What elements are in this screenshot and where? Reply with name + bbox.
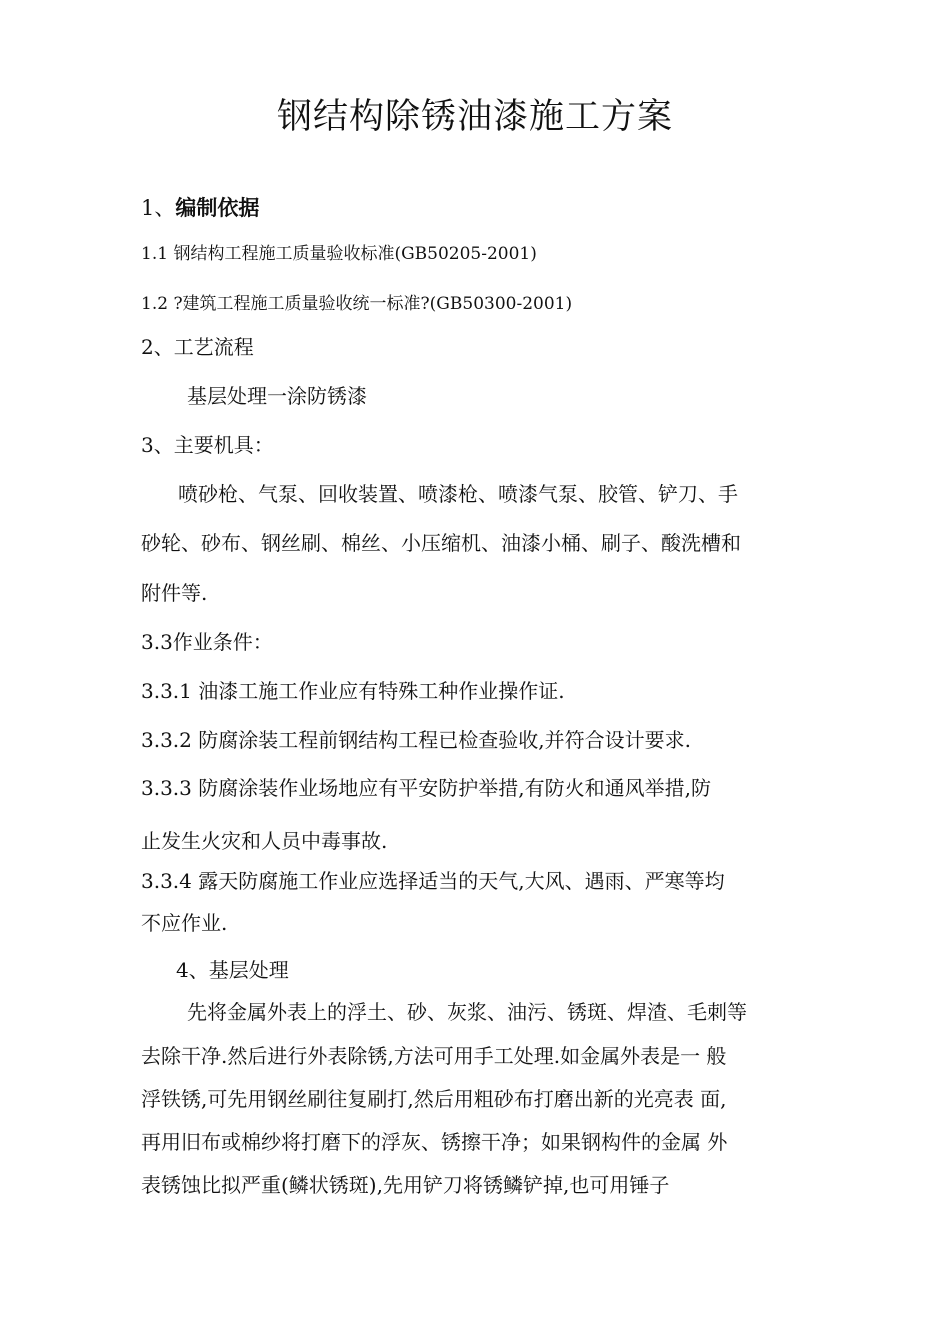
section-4-heading: 4、基层处理 [176,958,289,982]
section-1-title: 编制依据 [175,195,260,220]
surface-paragraph-line: 再用旧布或棉纱将打磨下的浮灰、锈擦干净；如果钢构件的金属 外 [141,1130,728,1154]
condition-line: 3.3.1 油漆工施工作业应有特殊工种作业操作证. [141,679,565,703]
tools-paragraph-line: 附件等. [141,581,208,605]
conditions-heading: 3.3作业条件： [141,630,273,654]
surface-paragraph-line: 去除干净.然后进行外表除锈,方法可用手工处理.如金属外表是一 般 [141,1044,727,1068]
section-1-heading [141,197,259,219]
document-title: 钢结构除锈油漆施工方案 [276,97,673,137]
section-1-number: 1、 [141,196,176,220]
surface-paragraph-line: 浮铁锈,可先用钢丝刷往复刷打,然后用粗砂布打磨出新的光亮表 面, [141,1087,727,1111]
surface-paragraph-line: 先将金属外表上的浮土、砂、灰浆、油污、锈斑、焊渣、毛刺等 [187,1000,747,1024]
condition-line: 3.3.4 露天防腐施工作业应选择适当的天气,大风、遇雨、严寒等均 [141,869,725,893]
section-2-content: 基层处理一涂防锈漆 [187,384,367,408]
tools-paragraph-line: 喷砂枪、气泵、回收装置、喷漆枪、喷漆气泵、胶管、铲刀、手 [178,482,738,506]
condition-line: 3.3.2 防腐涂装工程前钢结构工程已检查验收,并符合设计要求. [141,728,691,752]
reference-item-1: 1.1 钢结构工程施工质量验收标准(GB50205-2001) [141,244,537,264]
condition-line: 3.3.3 防腐涂装作业场地应有平安防护举措,有防火和通风举措,防 [141,776,711,800]
tools-paragraph-line: 砂轮、砂布、钢丝刷、棉丝、小压缩机、油漆小桶、刷子、酸洗槽和 [141,531,741,555]
section-2-heading: 2、工艺流程 [141,335,254,359]
section-3-heading: 3、主要机具： [141,433,274,457]
surface-paragraph-line: 表锈蚀比拟严重(鳞状锈斑),先用铲刀将锈鳞铲掉,也可用锤子 [141,1173,670,1197]
reference-item-2: 1.2 ?建筑工程施工质量验收统一标准?(GB50300-2001) [141,294,573,314]
condition-line: 止发生火灾和人员中毒事故. [141,829,388,853]
condition-line: 不应作业. [141,911,228,935]
